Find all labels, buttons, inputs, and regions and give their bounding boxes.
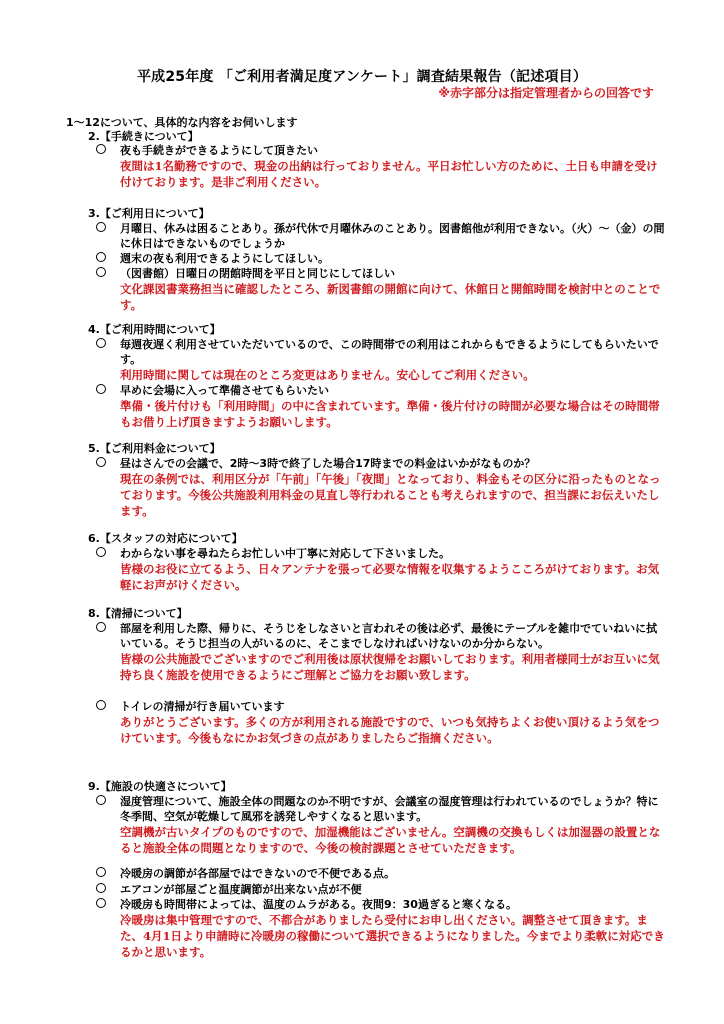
question-text: 冷暖房も時間帯によっては、温度のムラがある。夜間9：30過ぎると寒くなる。	[120, 898, 517, 911]
section-heading: 2.【手続きについて】	[88, 130, 199, 143]
list-item	[96, 866, 666, 881]
bullet-circle-icon	[96, 457, 106, 467]
question-text: エアコンが部屋ごと温度調節が出来ない点が不便	[120, 883, 362, 896]
question-text: 早めに会場に入って準備させてもらいたい	[120, 384, 329, 397]
bullet-circle-icon	[96, 898, 106, 908]
list-item	[96, 221, 666, 251]
list-item	[96, 251, 666, 266]
list-item	[96, 456, 666, 519]
question-text: 冷暖房の調節が各部屋ではできないので不便である点。	[120, 867, 395, 880]
bullet-circle-icon	[96, 547, 106, 557]
question-text: 夜も手続きができるようにして頂きたい	[120, 144, 318, 157]
question-text: 昼はさんでの会議で、2時～3時で終了した場合17時までの料金はいかがなものか？	[120, 457, 536, 470]
bullet-circle-icon	[96, 267, 106, 277]
red-answer-note: ※赤字部分は指定管理者からの回答です	[438, 86, 654, 100]
answer-text: 皆様のお役に立てるよう、日々アンテナを張って必要な情報を収集するようこころがけております。お気軽にお声がけください。	[120, 562, 660, 592]
answer-text: 皆様の公共施設でございますのでご利用後は原状復帰をお願いしております。利用者様同士がお互いに気持ち良く施設を使用できるようにご理解とご協力をお願い致します。	[120, 652, 660, 682]
list-item	[96, 337, 666, 383]
bullet-circle-icon	[96, 795, 106, 805]
answer-text: 文化課図書業務担当に確認したところ、新図書館の開館に向けて、休館日と開館時間を検討中とのことです。	[120, 282, 661, 312]
list-item	[96, 546, 666, 593]
list-item	[96, 621, 666, 683]
answer-text: 現在の条例では、利用区分が「午前」「午後」「夜間」となっており、料金もその区分に沿ったものとなっております。今後公共施設利用料金の見直し等行われることも考えられますので、担当課にお伝えいたします。	[120, 472, 661, 518]
list-item	[96, 897, 666, 960]
bullet-circle-icon	[96, 338, 106, 348]
page-title: 平成25年度 「ご利用者満足度アンケート」調査結果報告（記述項目）	[136, 69, 588, 85]
intro-text: 1～12について、具体的な内容をお伺いします	[66, 116, 298, 129]
answer-text: 冷暖房は集中管理ですので、不都合がありましたら受付にお申し出ください。調整させて頂きます。また、4月1日より申請時に冷暖房の稼働について選択できるようになりました。今までより柔軟に対応できるかと思います。	[120, 913, 665, 959]
bullet-circle-icon	[96, 252, 106, 262]
question-text: 湿度管理について、施設全体の問題なのか不明ですが、会議室の湿度管理は行われているのでしょうか？特に冬季間、空気が乾燥して風邪を誘発しやすくなると思います。	[120, 795, 659, 823]
section-heading: 6.【スタッフの対応について】	[88, 532, 243, 545]
list-item	[96, 383, 666, 430]
bullet-circle-icon	[96, 144, 106, 154]
answer-text: 夜間は1名勤務ですので、現金の出納は行っておりません。平日お忙しい方のために、土日も申請を受け付けております。是非ご利用ください。	[120, 159, 658, 189]
bullet-circle-icon	[96, 883, 106, 893]
section-heading: 3.【ご利用日について】	[88, 207, 210, 220]
question-text: 部屋を利用した際、帰りに、そうじをしなさいと言われその後は必ず、最後にテーブルを雑巾でていねいに拭いている。そうじ担当の人がいるのに、そこまでしなければいけないのか分からない。	[120, 622, 658, 650]
section-heading: 5.【ご利用料金について】	[88, 442, 221, 455]
answer-text: 準備・後片付けも「利用時間」の中に含まれています。準備・後片付けの時間が必要な場合はその時間帯もお借り上げ頂きますようお願いします。	[120, 399, 660, 429]
question-text: 毎週夜遅く利用させていただいているので、この時間帯での利用はこれからもできるようにしてもらいたいです。	[120, 338, 659, 366]
section-heading: 9.【施設の快適さについて】	[88, 780, 232, 793]
question-text: （図書館）日曜日の閉館時間を平日と同じにしてほしい	[120, 267, 395, 280]
answer-text: 利用時間に関しては現在のところ変更はありません。安心してご利用ください。	[120, 368, 535, 382]
answer-text: ありがとうございます。多くの方が利用される施設ですので、いつも気持ちよくお使い頂けるよう気をつけています。今後もなにかお気づきの点がありましたらご指摘ください。	[120, 715, 660, 745]
bullet-circle-icon	[96, 867, 106, 877]
list-item	[96, 794, 666, 856]
question-text: 週末の夜も利用できるようにしてほしい。	[120, 252, 329, 265]
bullet-circle-icon	[96, 222, 106, 232]
list-item	[96, 882, 666, 897]
question-text: わからない事を尋ねたらお忙しい中丁寧に対応して下さいました。	[120, 547, 450, 560]
list-item	[96, 266, 666, 313]
section-heading: 8.【清掃について】	[88, 607, 188, 620]
bullet-circle-icon	[96, 700, 106, 710]
question-text: 月曜日、休みは困ることあり。孫が代休で月曜休みのことあり。図書館他が利用できない。（火）～（金）の間に休日はできないものでしょうか	[120, 222, 665, 250]
bullet-circle-icon	[96, 384, 106, 394]
question-text: トイレの清掃が行き届いています	[120, 700, 285, 713]
answer-text: 空調機が古いタイプのものですので、加湿機能はございません。空調機の交換もしくは加湿器の設置となると施設全体の問題となりますので、今後の検討課題とさせていただきます。	[120, 825, 661, 855]
list-item	[96, 699, 666, 746]
bullet-circle-icon	[96, 622, 106, 632]
list-item	[96, 143, 666, 190]
section-heading: 4.【ご利用時間について】	[88, 323, 221, 336]
